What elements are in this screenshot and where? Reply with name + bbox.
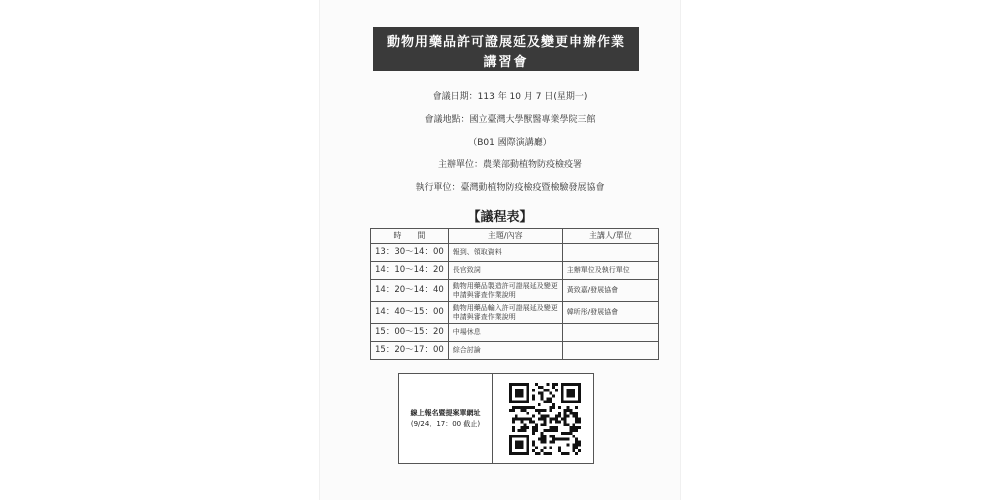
header-time: 時 間 <box>371 229 449 244</box>
row-speaker <box>562 244 658 262</box>
row-time: 15：20～17：00 <box>371 342 449 360</box>
row-speaker: 主辦單位及執行單位 <box>562 262 658 280</box>
table-row <box>371 244 659 262</box>
row-topic: 綜合討論 <box>448 342 562 360</box>
registration-box <box>398 373 594 464</box>
header-topic: 主題/內容 <box>448 229 562 244</box>
row-time: 14：10～14：20 <box>371 262 449 280</box>
registration-deadline: (9/24．17：00 截止) <box>410 419 481 428</box>
row-topic: 報到、領取資料 <box>448 244 562 262</box>
executor: 執行單位：臺灣動植物防疫檢疫暨檢驗發展協會 <box>415 183 605 193</box>
header-speaker: 主講人/單位 <box>562 229 658 244</box>
row-time: 14：20～14：40 <box>371 280 449 302</box>
row-time: 15：00～15：20 <box>371 324 449 342</box>
qr-code-icon[interactable] <box>509 383 581 455</box>
row-topic: 動物用藥品製造許可證展延及變更申請與審查作業說明 <box>448 280 562 302</box>
document-subtitle: 講習會 <box>483 55 529 70</box>
table-row <box>371 280 659 302</box>
organizer: 主辦單位：農業部動植物防疫檢疫署 <box>437 160 582 170</box>
table-row <box>371 302 659 324</box>
registration-divider <box>492 374 493 463</box>
row-speaker: 黃致嘉/發展協會 <box>562 280 658 302</box>
meeting-date: 會議日期：113 年 10 月 7 日(星期一) <box>432 92 588 102</box>
row-speaker <box>562 342 658 360</box>
row-speaker: 韓昕彤/發展協會 <box>562 302 658 324</box>
document-title: 動物用藥品許可證展延及變更申辦作業 <box>386 35 625 50</box>
registration-info <box>399 408 492 429</box>
agenda-table <box>370 228 659 360</box>
row-topic: 中場休息 <box>448 324 562 342</box>
row-speaker <box>562 324 658 342</box>
table-row <box>371 324 659 342</box>
meeting-room: （B01 國際演講廳） <box>468 138 552 148</box>
row-time: 14：40～15：00 <box>371 302 449 324</box>
row-topic: 長官致詞 <box>448 262 562 280</box>
table-row <box>371 262 659 280</box>
meeting-location: 會議地點：國立臺灣大學獸醫專業學院三館 <box>424 115 596 125</box>
row-topic: 動物用藥品輸入許可證展延及變更申請與審查作業說明 <box>448 302 562 324</box>
table-row <box>371 342 659 360</box>
row-time: 13：30～14：00 <box>371 244 449 262</box>
title-banner <box>373 27 639 71</box>
registration-label: 線上報名暨提案單網址 <box>410 409 481 417</box>
agenda-header-row <box>371 229 659 244</box>
agenda-heading: 【議程表】 <box>467 210 533 225</box>
